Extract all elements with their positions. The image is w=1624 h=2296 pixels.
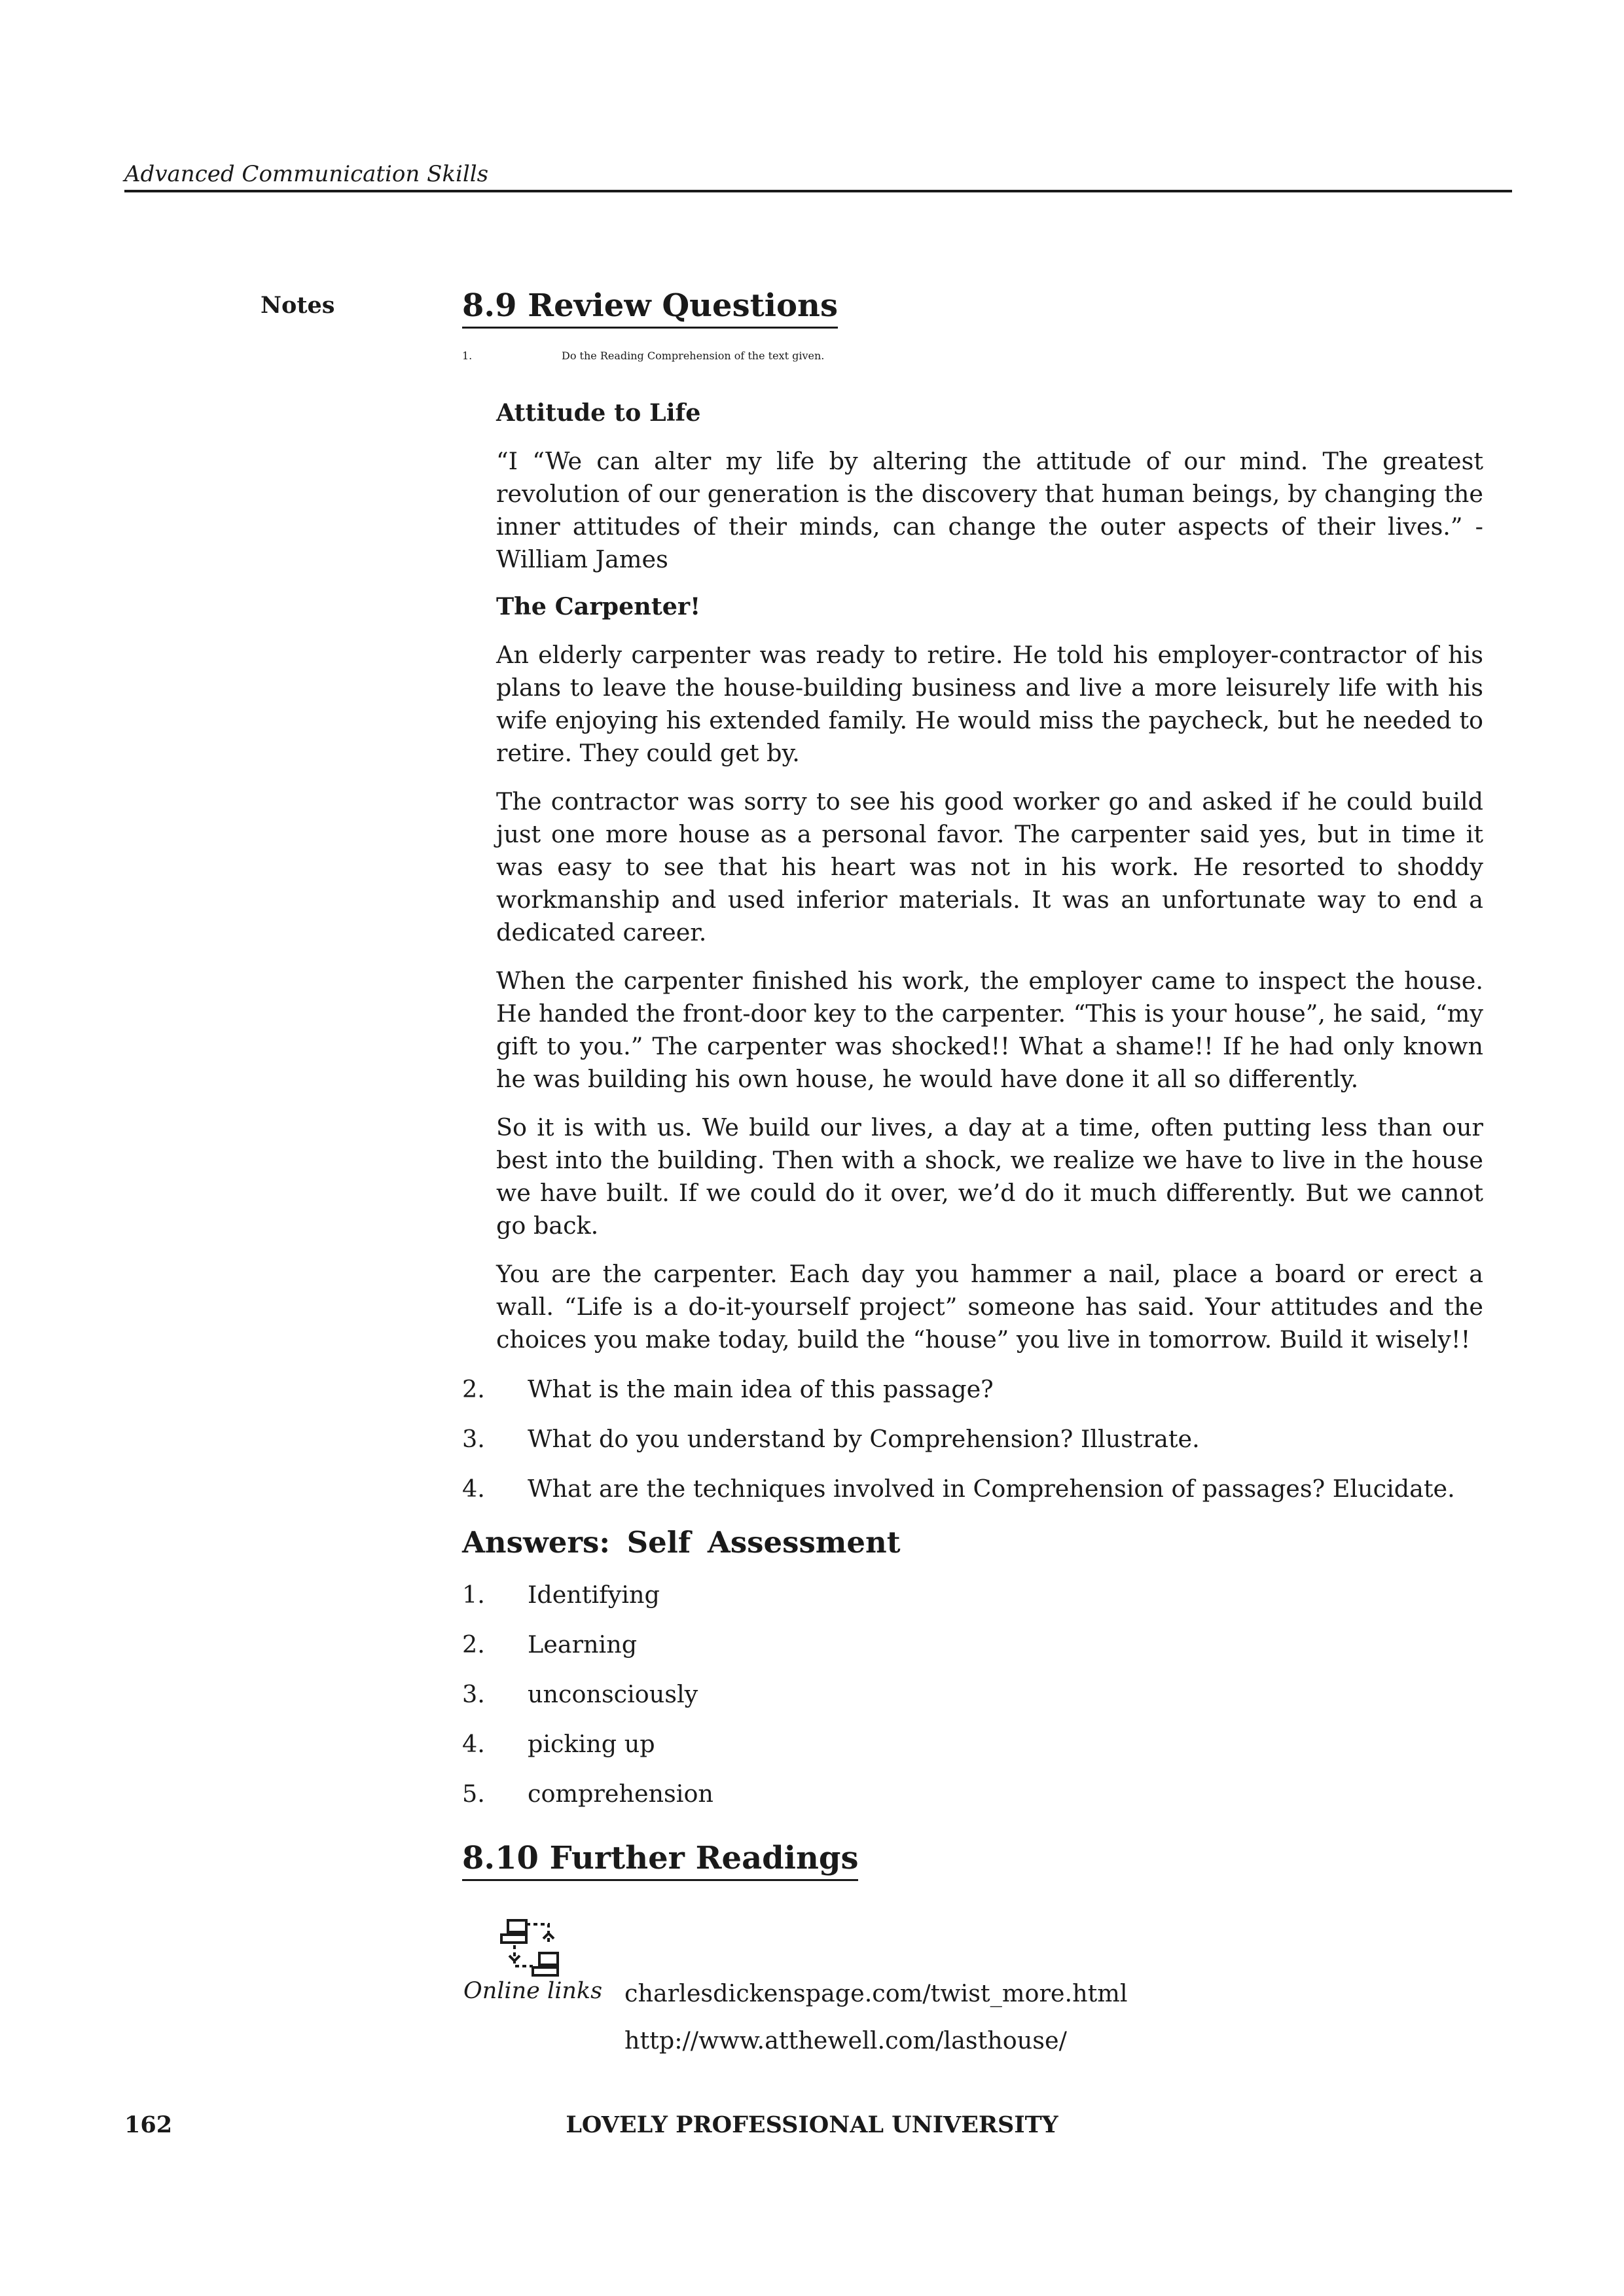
answer-text: unconsciously [528, 1680, 698, 1709]
page-number: 162 [124, 2111, 173, 2138]
passage-paragraph: The contractor was sorry to see his good worker go and asked if he could build just one more house as a personal favor. The carpenter said yes, but in time it was easy to see that his heart was not in his work. He resorted to shoddy workmanship and used inferior materials. It was an unfortunate way to end a dedicated career. [496, 787, 1483, 947]
passage-quote: “I “We can alter my life by altering the attitude of our mind. The greatest revolution of our generation is the discovery that human beings, by changing the inner attitudes of their minds, can change the outer aspects of their lives.” - William James [496, 447, 1483, 574]
answer-number: 1. [462, 1581, 485, 1609]
question-text: What is the main idea of this passage? [528, 1375, 994, 1404]
answer-item [462, 1678, 1483, 1711]
question-text: Do the Reading Comprehension of the text given. [562, 350, 825, 363]
passage-paragraph: When the carpenter finished his work, the employer came to inspect the house. He handed the front-door key to the carpenter. “This is your house”, he said, “my gift to you.” The carpenter was shocked!! What a shame!! If he had only known he was building his own house, he would have done it all so differently. [496, 967, 1483, 1094]
running-header: Advanced Communication Skills [124, 161, 1512, 192]
answer-item [462, 1628, 1483, 1661]
passage-block [462, 397, 1483, 1356]
question-2 [462, 1373, 1483, 1406]
main-content [462, 288, 1483, 2072]
question-number: 2. [462, 1375, 485, 1404]
question-number: 4. [462, 1475, 485, 1503]
answer-text: Learning [528, 1630, 638, 1659]
answer-number: 5. [462, 1780, 485, 1808]
question-text: What are the techniques involved in Comprehension of passages? Elucidate. [528, 1475, 1455, 1503]
answer-text: picking up [528, 1730, 655, 1759]
margin-notes-label: Notes [261, 292, 335, 319]
question-1 [462, 350, 1483, 382]
answer-item [462, 1579, 1483, 1611]
answer-item [462, 1778, 1483, 1810]
online-links-icon [496, 1915, 569, 1981]
answer-number: 3. [462, 1680, 485, 1709]
online-links-label: Online links [463, 1978, 603, 2005]
answers-heading: Answers: Self Assessment [462, 1525, 901, 1560]
question-number: 1. [462, 350, 473, 363]
section-heading-review-questions: 8.9 Review Questions [462, 288, 838, 329]
question-number: 3. [462, 1425, 485, 1454]
passage-paragraph: An elderly carpenter was ready to retire. He told his employer-contractor of his plans to leave the house-building business and live a more leisurely life with his wife enjoying his extended family. He would miss the paycheck, but he needed to retire. They could get by. [496, 641, 1483, 768]
question-3 [462, 1423, 1483, 1456]
section-heading-further-readings: 8.10 Further Readings [462, 1840, 858, 1881]
passage-paragraph: So it is with us. We build our lives, a day at a time, often putting less than our best into the building. Then with a shock, we realize we have to live in the house we have built. If we could do it over, we’d do it much differently. But we cannot go back. [496, 1113, 1483, 1240]
reading-link[interactable]: charlesdickenspage.com/twist_more.html [624, 1979, 1128, 2008]
passage-title-carpenter: The Carpenter! [496, 592, 701, 621]
answer-text: comprehension [528, 1780, 713, 1808]
question-text: What do you understand by Comprehension? Illustrate. [528, 1425, 1200, 1454]
answers-list [462, 1579, 1483, 1810]
question-4 [462, 1473, 1483, 1505]
passage-paragraph: You are the carpenter. Each day you hammer a nail, place a board or erect a wall. “Life is a do-it-yourself project” someone has said. Your attitudes and the choices you make today, build the “house” you live in tomorrow. Build it wisely!! [496, 1260, 1483, 1354]
answer-number: 2. [462, 1630, 485, 1659]
answer-text: Identifying [528, 1581, 660, 1609]
answer-number: 4. [462, 1730, 485, 1759]
passage-title-attitude: Attitude to Life [496, 399, 701, 427]
reading-link[interactable]: http://www.atthewell.com/lasthouse/ [624, 2026, 1067, 2055]
answer-item [462, 1728, 1483, 1761]
footer-university: LOVELY PROFESSIONAL UNIVERSITY [566, 2111, 1058, 2138]
online-links-block [462, 1915, 1483, 2072]
